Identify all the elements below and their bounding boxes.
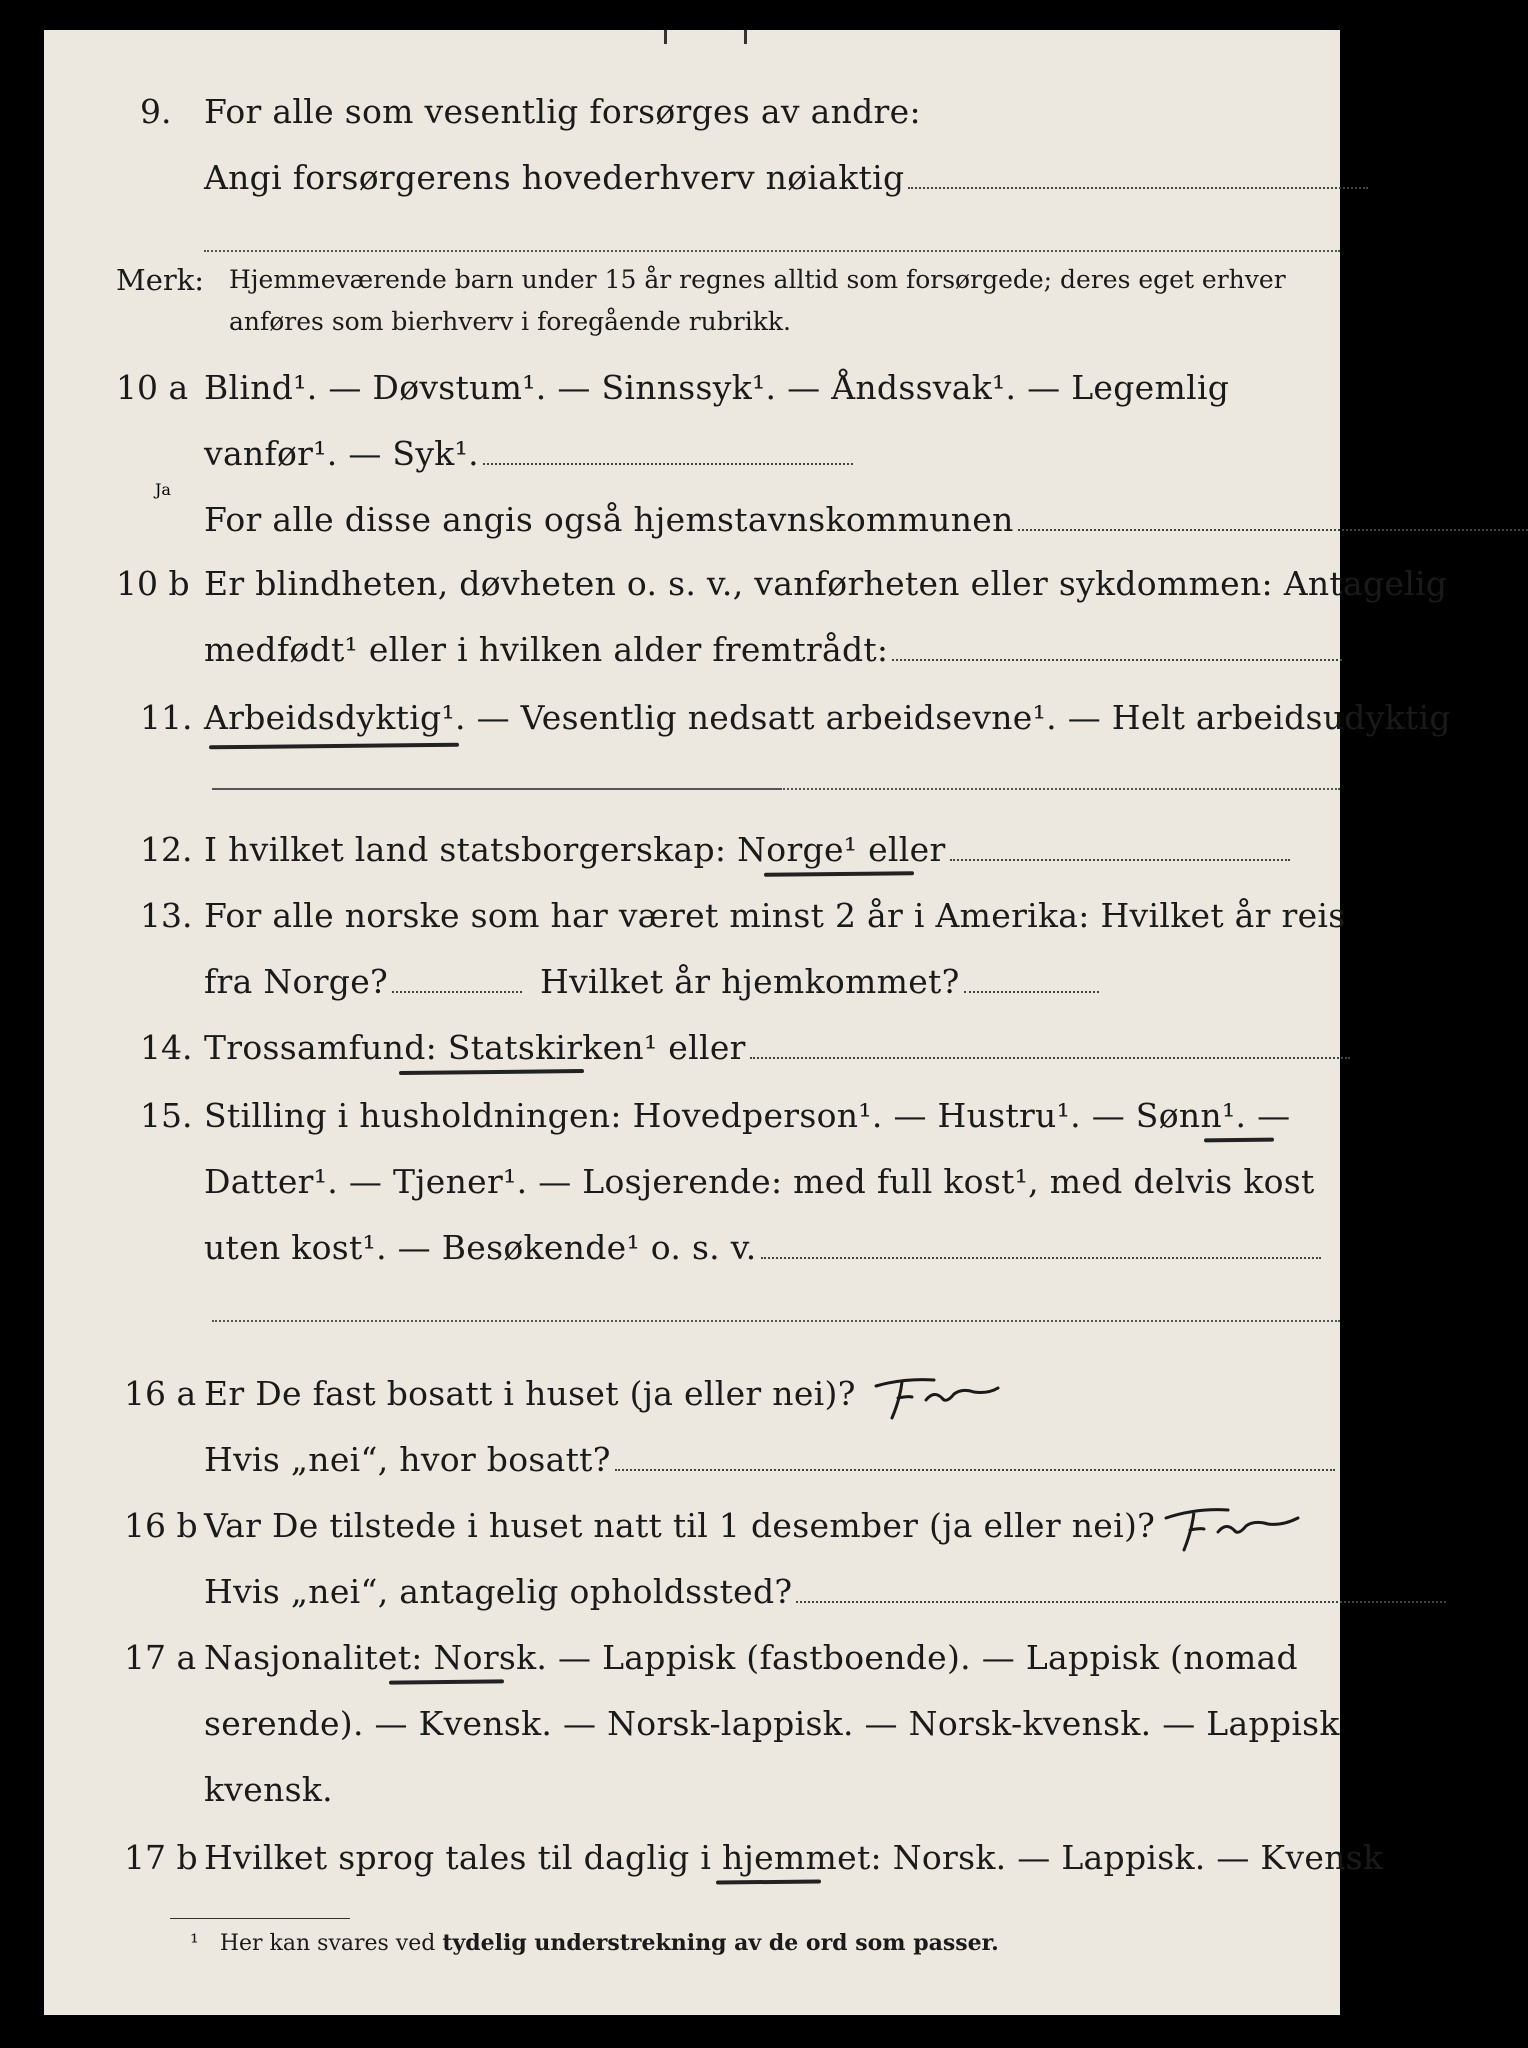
underline-statskirken	[399, 1069, 584, 1075]
q15-line3: uten kost¹. — Besøkende¹ o. s. v.	[204, 1228, 1321, 1268]
q17a-line3: kvensk.	[204, 1770, 333, 1809]
item-number-16b: 16 b	[124, 1506, 198, 1545]
underline-arbeidsdyktig	[209, 743, 459, 750]
q10b-line1: Er blindheten, døvheten o. s. v., vanførheten eller sykdommen: Antagelig	[204, 564, 1448, 603]
footnote-text: Her kan svares ved	[219, 1931, 436, 1956]
answer-line	[204, 250, 1340, 252]
item-number-17b: 17 b	[124, 1838, 198, 1877]
q9-line2: Angi forsørgerens hovederhverv nøiaktig	[204, 158, 1368, 198]
item-number-11: 11.	[140, 698, 193, 737]
q11-line1: Arbeidsdyktig¹. — Vesentlig nedsatt arbeidsevne¹. — Helt arbeidsudyktig	[204, 698, 1451, 737]
item-number-15: 15.	[140, 1096, 193, 1135]
q16a-line2: Hvis „nei“, hvor bosatt?	[204, 1440, 1335, 1480]
q10a-line2: vanfør¹. — Syk¹.	[204, 434, 853, 474]
note-line2: anføres som bierhverv i foregående rubrikk.	[229, 307, 791, 336]
q15-line1: Stilling i husholdningen: Hovedperson¹. — Hustru¹. — Sønn¹. —	[204, 1096, 1291, 1135]
underline-sonn	[1204, 1138, 1274, 1143]
item-number-10a: 10 a	[116, 368, 189, 407]
edge-mark	[664, 30, 667, 44]
q12-line1: I hvilket land statsborgerskap: Norge¹ eller	[204, 830, 1290, 870]
footnote-rule	[170, 1918, 350, 1919]
q13-line1: For alle norske som har været minst 2 år i Amerika: Hvilket år reis	[204, 896, 1346, 935]
q17b-line1: Hvilket sprog tales til daglig i hjemmet: Norsk. — Lappisk. — Kvensk	[204, 1838, 1384, 1877]
edge-mark	[744, 30, 747, 44]
q15-line2: Datter¹. — Tjener¹. — Losjerende: med full kost¹, med delvis kost	[204, 1162, 1315, 1201]
q10a-line3: For alle disse angis også hjemstavnskommunen	[204, 500, 1528, 540]
handwritten-answer-ja	[864, 1364, 1004, 1424]
underline-norsk	[389, 1679, 504, 1684]
q14-line1: Trossamfund: Statskirken¹ eller	[204, 1028, 1350, 1068]
item-number-12: 12.	[140, 830, 193, 869]
q17a-line1: Nasjonalitet: Norsk. — Lappisk (fastboende). — Lappisk (nomad	[204, 1638, 1298, 1677]
item-number-13: 13.	[140, 896, 193, 935]
item-number-17a: 17 a	[124, 1638, 197, 1677]
item-number-14: 14.	[140, 1028, 193, 1067]
section-rule-dots	[780, 788, 1340, 790]
item-number-16a: 16 a	[124, 1374, 197, 1413]
q10b-line2: medfødt¹ eller i hvilken alder fremtrådt:	[204, 630, 1342, 670]
census-form-page	[44, 30, 1451, 2015]
item-number-9: 9.	[140, 92, 172, 131]
footnote-bold-text: tydelig understrekning av de ord som passer.	[442, 1930, 999, 1956]
footnote-mark: ¹	[190, 1931, 199, 1956]
underline-norsk-sprog	[716, 1879, 821, 1884]
note-label: Merk:	[116, 263, 205, 297]
q10a-line1: Blind¹. — Døvstum¹. — Sinnssyk¹. — Åndssvak¹. — Legemlig	[204, 368, 1230, 407]
q9-line1: For alle som vesentlig forsørges av andre:	[204, 92, 921, 131]
note-line1: Hjemmeværende barn under 15 år regnes alltid som forsørgede; deres eget erhver	[229, 265, 1286, 294]
q17a-line2: serende). — Kvensk. — Norsk-lappisk. — Norsk-kvensk. — Lappisk	[204, 1704, 1340, 1743]
q16a-line1: Er De fast bosatt i huset (ja eller nei)?	[204, 1374, 856, 1413]
answer-text: Ja	[155, 480, 171, 499]
q16b-line1: Var De tilstede i huset natt til 1 desember (ja eller nei)?	[204, 1506, 1156, 1545]
q16b-line2: Hvis „nei“, antagelig opholdssted?	[204, 1572, 1446, 1612]
section-rule	[212, 1320, 1340, 1322]
q13-line2: fra Norge? Hvilket år hjemkommet?	[204, 962, 1099, 1002]
footnote	[190, 1930, 999, 1956]
section-rule	[212, 788, 780, 790]
underline-norge	[764, 871, 914, 877]
item-number-10b: 10 b	[116, 564, 190, 603]
